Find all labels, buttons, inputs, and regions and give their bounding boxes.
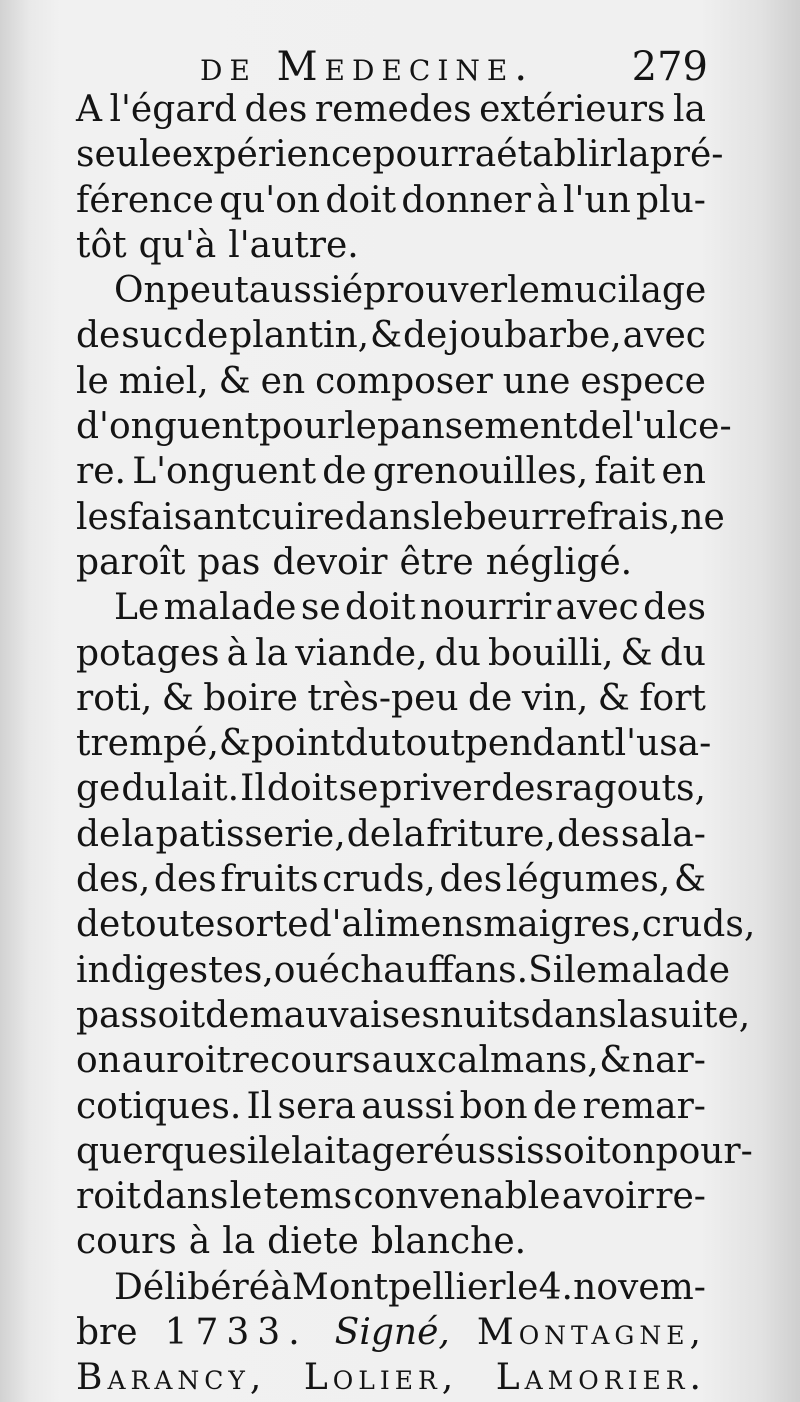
- word: Signé,: [334, 1312, 450, 1354]
- word: plu-: [636, 179, 706, 221]
- word: férence: [76, 179, 214, 221]
- word: A: [76, 89, 102, 130]
- word: seule: [76, 134, 172, 176]
- word: pour-: [655, 1130, 753, 1172]
- text-line: [76, 1174, 706, 1219]
- word: mauvaises: [249, 994, 440, 1036]
- word: du: [659, 632, 706, 674]
- word: avec: [622, 315, 706, 357]
- text-line: [76, 87, 706, 132]
- text-line: [76, 902, 756, 947]
- word: Il: [246, 1085, 273, 1127]
- word: cours: [76, 1221, 177, 1263]
- word: beurre: [463, 496, 587, 538]
- word: doit: [325, 179, 397, 221]
- word: le: [258, 1130, 292, 1172]
- word: très-peu: [307, 677, 459, 719]
- text-line: [76, 132, 724, 177]
- word: qu'à: [138, 224, 217, 266]
- word: du: [344, 723, 392, 765]
- word: nourrir: [420, 587, 552, 629]
- text-line: [76, 178, 706, 223]
- word: cuire: [251, 496, 345, 538]
- word: sala-: [620, 813, 706, 855]
- word: espece: [580, 360, 706, 402]
- text-line: [76, 676, 706, 721]
- word: calmans,: [436, 1040, 599, 1082]
- word: aussi: [361, 1085, 455, 1127]
- body-text: [76, 87, 756, 1401]
- word: malade: [163, 587, 297, 629]
- word: des: [643, 587, 706, 629]
- word: Si: [528, 949, 565, 991]
- text-line: [76, 993, 751, 1038]
- word: &: [161, 677, 194, 719]
- word: à: [188, 1221, 211, 1263]
- word: des: [153, 859, 217, 901]
- word: tems: [263, 1176, 353, 1218]
- word: cotiques.: [76, 1085, 242, 1127]
- word: viande,: [295, 632, 428, 674]
- word: point: [250, 723, 345, 765]
- word: la: [616, 134, 650, 176]
- word: toute: [120, 904, 216, 946]
- text-line: [76, 495, 725, 540]
- text-line: [76, 1310, 706, 1355]
- word: de: [76, 904, 121, 946]
- word: Barancy,: [76, 1357, 267, 1399]
- word: cruds,: [322, 859, 436, 901]
- word: le: [76, 360, 109, 402]
- word: auroit: [121, 1040, 231, 1082]
- word: &: [218, 723, 251, 765]
- word: passoit: [76, 994, 206, 1036]
- word: dans: [344, 496, 431, 538]
- word: trempé,: [76, 723, 219, 765]
- word: fait: [594, 451, 656, 493]
- word: l'ulce-: [621, 406, 732, 448]
- word: se: [300, 587, 341, 629]
- word: Délibéré: [114, 1266, 271, 1308]
- word: joubarbe,: [448, 315, 622, 357]
- word: donner: [401, 179, 531, 221]
- word: de: [346, 813, 392, 855]
- word: l'égard: [109, 89, 237, 130]
- word: 4.: [538, 1266, 573, 1308]
- word: des: [491, 768, 554, 810]
- word: Montagne,: [476, 1312, 706, 1354]
- word: le: [430, 496, 464, 538]
- word: de: [205, 994, 250, 1036]
- word: ou: [273, 949, 319, 991]
- text-line: [76, 766, 706, 811]
- word: dans: [530, 994, 617, 1036]
- word: dans: [142, 1176, 229, 1218]
- word: &: [620, 632, 653, 674]
- word: des,: [76, 859, 151, 901]
- word: de: [184, 315, 229, 357]
- word: Lolier,: [303, 1357, 459, 1399]
- text-line: [76, 1084, 706, 1129]
- word: se: [338, 768, 379, 810]
- word: On: [114, 270, 167, 312]
- word: expérience: [171, 134, 373, 176]
- word: pas: [197, 541, 261, 583]
- text-line: [76, 631, 706, 676]
- word: indigestes,: [76, 949, 274, 991]
- word: lait.: [168, 768, 240, 810]
- word: du: [121, 768, 168, 810]
- page-number: 279: [631, 44, 708, 90]
- word: pré-: [649, 134, 724, 176]
- text-line: [76, 585, 706, 630]
- word: de: [402, 315, 448, 357]
- text-line: [76, 1219, 706, 1264]
- word: mucilage: [539, 270, 707, 312]
- word: re-: [655, 1176, 706, 1218]
- word: suite,: [649, 994, 751, 1036]
- text-line: [76, 223, 706, 268]
- word: on: [76, 1040, 121, 1082]
- word: la: [222, 1221, 256, 1263]
- word: frais,: [586, 496, 681, 538]
- word: à: [536, 179, 558, 221]
- word: la: [616, 994, 650, 1036]
- word: &: [599, 1040, 632, 1082]
- word: convenable: [353, 1176, 561, 1218]
- text-line: [76, 313, 706, 358]
- word: de: [76, 813, 121, 855]
- word: devoir: [272, 541, 388, 583]
- word: priver: [379, 768, 491, 810]
- word: des: [244, 89, 308, 130]
- word: de: [532, 1085, 578, 1127]
- word: novem-: [573, 1266, 706, 1308]
- word: avoir: [561, 1176, 654, 1218]
- word: composer: [315, 360, 493, 402]
- word: pansement: [376, 406, 578, 448]
- text-line: [76, 948, 731, 993]
- word: en: [260, 360, 306, 402]
- word: réussissoit: [415, 1130, 611, 1172]
- word: échauffans.: [318, 949, 529, 991]
- word: potages: [76, 632, 220, 674]
- word: ge: [76, 768, 121, 810]
- text-line: [76, 540, 706, 585]
- word: L'onguent: [132, 451, 317, 493]
- word: Il: [240, 768, 266, 810]
- word: une: [502, 360, 571, 402]
- word: aussi: [248, 270, 342, 312]
- text-line: [76, 1038, 706, 1083]
- word: blanche.: [370, 1221, 527, 1263]
- word: le: [507, 270, 540, 312]
- word: remar-: [582, 1085, 706, 1127]
- word: la: [255, 632, 289, 674]
- word: de: [577, 406, 622, 448]
- word: bouilli,: [488, 632, 614, 674]
- word: l'un: [562, 179, 631, 221]
- word: remedes: [314, 89, 472, 130]
- word: &: [673, 859, 706, 901]
- word: &: [370, 315, 403, 357]
- word: aux: [371, 1040, 437, 1082]
- word: l'usa-: [614, 723, 712, 765]
- text-line: [76, 721, 712, 766]
- word: patisserie,: [155, 813, 346, 855]
- word: friture,: [426, 813, 556, 855]
- text-line: [76, 404, 732, 449]
- text-line: [76, 268, 706, 313]
- word: avec: [555, 587, 639, 629]
- word: fort: [639, 677, 706, 719]
- text-line: [76, 1129, 753, 1174]
- word: la: [121, 813, 155, 855]
- word: Lamorier.: [495, 1357, 706, 1399]
- word: laitage: [291, 1130, 416, 1172]
- word: le: [344, 406, 377, 448]
- word: le: [564, 949, 598, 991]
- word: &: [597, 677, 630, 719]
- word: tôt: [76, 224, 127, 266]
- word: négligé.: [485, 541, 633, 583]
- word: à: [270, 1266, 292, 1308]
- word: roit: [76, 1176, 141, 1218]
- word: boire: [203, 677, 298, 719]
- word: cruds,: [641, 904, 756, 946]
- word: d'onguent: [76, 406, 259, 448]
- word: la: [392, 813, 426, 855]
- word: à: [226, 632, 249, 674]
- word: que: [160, 1130, 229, 1172]
- word: ragouts,: [554, 768, 706, 810]
- word: le: [229, 1176, 263, 1218]
- word: pendant: [464, 723, 615, 765]
- word: fruits: [220, 859, 319, 901]
- running-title: de Medecine.: [200, 44, 535, 90]
- word: d'alimens: [308, 904, 484, 946]
- word: bre: [76, 1312, 138, 1354]
- word: bon: [459, 1085, 528, 1127]
- word: légumes,: [505, 859, 671, 901]
- text-line: [76, 359, 706, 404]
- word: ne: [680, 496, 725, 538]
- word: recours: [231, 1040, 371, 1082]
- word: miel,: [118, 360, 209, 402]
- text-line: [76, 857, 706, 902]
- word: pourra: [372, 134, 497, 176]
- word: plantin,: [229, 315, 370, 357]
- word: tout: [391, 723, 465, 765]
- text-line: [76, 1355, 706, 1400]
- word: nuits: [439, 994, 531, 1036]
- word: maigres,: [483, 904, 642, 946]
- word: de: [76, 315, 121, 357]
- word: vin,: [521, 677, 589, 719]
- word: grenouilles,: [372, 451, 589, 493]
- word: être: [399, 541, 474, 583]
- word: paroît: [76, 541, 186, 583]
- word: Montpellier: [291, 1266, 506, 1308]
- word: de: [468, 677, 513, 719]
- text-line: [76, 1265, 706, 1310]
- word: faisant: [127, 496, 252, 538]
- word: si: [228, 1130, 259, 1172]
- word: établir: [496, 134, 617, 176]
- word: malade: [597, 949, 731, 991]
- word: des: [556, 813, 620, 855]
- word: pour: [259, 406, 345, 448]
- word: peut: [166, 270, 249, 312]
- text-line: [76, 449, 706, 494]
- word: qu'on: [219, 179, 321, 221]
- word: Le: [114, 587, 160, 629]
- word: on: [610, 1130, 656, 1172]
- word: des: [439, 859, 503, 901]
- text-line: [76, 812, 706, 857]
- word: &: [218, 360, 251, 402]
- word: quer: [76, 1130, 161, 1172]
- word: du: [434, 632, 481, 674]
- word: re.: [76, 451, 126, 493]
- word: le: [505, 1266, 539, 1308]
- word: doit: [266, 768, 338, 810]
- word: l'autre.: [228, 224, 359, 266]
- word: sera: [277, 1085, 356, 1127]
- word: en: [661, 451, 706, 493]
- word: 1733.: [164, 1312, 308, 1354]
- word: sorte: [215, 904, 309, 946]
- word: suc: [121, 315, 184, 357]
- word: roti,: [76, 677, 153, 719]
- word: les: [76, 496, 128, 538]
- word: de: [322, 451, 367, 493]
- word: éprouver: [341, 270, 508, 312]
- word: nar-: [631, 1040, 706, 1082]
- word: extérieurs: [479, 89, 666, 130]
- word: diete: [267, 1221, 359, 1263]
- word: doit: [344, 587, 416, 629]
- word: la: [672, 89, 706, 130]
